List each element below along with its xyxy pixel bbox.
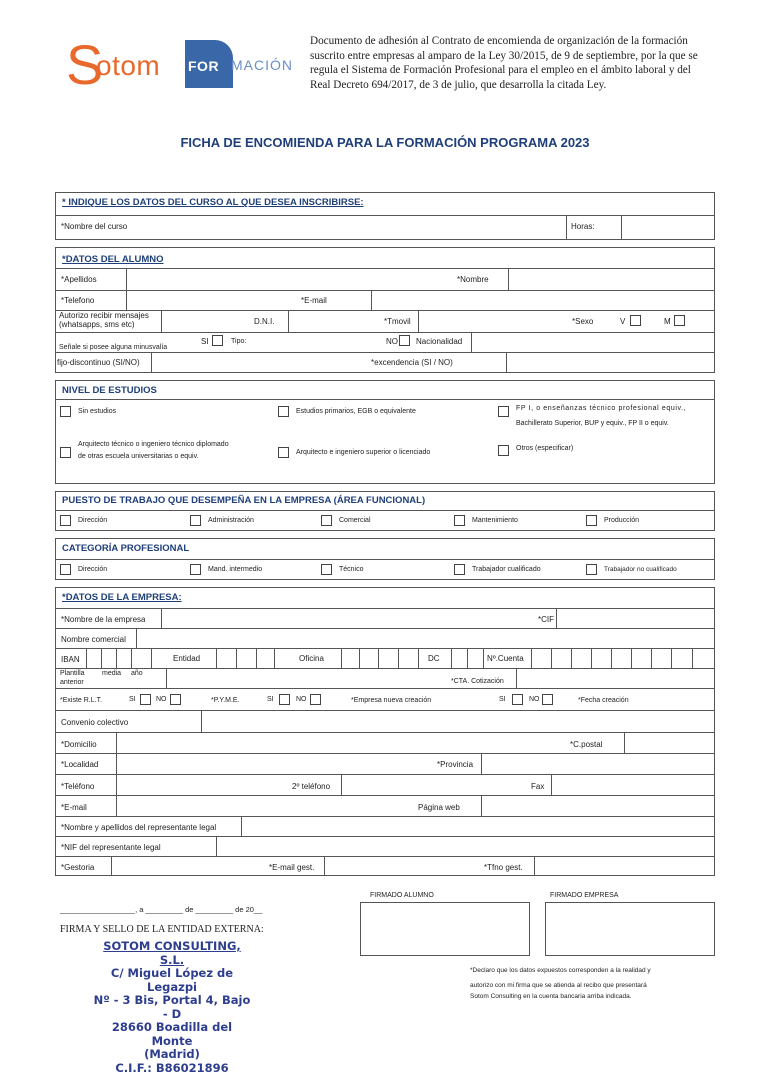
creation-date-label: *Fecha creación — [578, 697, 629, 704]
cat-mando-label: Mand. intermedio — [208, 566, 262, 573]
studies-section — [55, 380, 715, 484]
new-no-checkbox[interactable] — [542, 694, 553, 705]
logo-for: FOR — [188, 58, 219, 74]
surnames-field[interactable] — [126, 269, 451, 290]
nationality-field[interactable] — [471, 333, 714, 352]
city-label: *Localidad — [61, 760, 98, 769]
pyme-si-checkbox[interactable] — [279, 694, 290, 705]
new-company-label: *Empresa nueva creación — [351, 697, 431, 704]
sex-m-checkbox[interactable] — [674, 315, 685, 326]
fixed-discontinuous-label: fijo-discontinuo (SI/NO) — [57, 358, 140, 367]
phone-label: *Telefono — [61, 296, 94, 305]
disability-label: Señale si posee alguna minusvalía — [59, 344, 167, 351]
email-field[interactable] — [371, 291, 714, 310]
address-field[interactable] — [116, 733, 566, 753]
company-name-field[interactable] — [161, 609, 536, 628]
web-field[interactable] — [481, 796, 714, 816]
disability-si-checkbox[interactable] — [212, 335, 223, 346]
job-administracion-label: Administración — [208, 517, 254, 524]
company-stamp — [92, 940, 252, 1075]
cta-field[interactable] — [516, 669, 714, 688]
studies-primary-label: Estudios primarios, EGB o equivalente — [296, 408, 416, 415]
declaration-line-2: autorizo con mi firma que se atienda al recibo que presentará — [470, 982, 647, 989]
web-label: Página web — [418, 803, 460, 812]
authorize-field[interactable] — [161, 311, 241, 332]
agency-label: *Gestoria — [61, 863, 94, 872]
rlt-no-checkbox[interactable] — [170, 694, 181, 705]
company-phone-label: *Teléfono — [61, 782, 94, 791]
studies-bachillerato-label: Bachillerato Superior, BUP y equiv., FP II o equiv. — [516, 420, 669, 427]
cat-no-cualificado-checkbox[interactable] — [586, 564, 597, 575]
cta-label: *CTA. Cotización — [451, 678, 504, 685]
cat-cualificado-label: Trabajador cualificado — [472, 566, 541, 573]
studies-section-title: NIVEL DE ESTUDIOS — [62, 385, 157, 396]
studies-other-label: Otros (especificar) — [516, 445, 573, 452]
authorize-label-2: (whatsapps, sms etc) — [59, 320, 135, 329]
cat-no-cualificado-label: Trabajador no cualificado — [604, 566, 677, 573]
disability-no-label: NO — [386, 337, 398, 346]
job-produccion-checkbox[interactable] — [586, 515, 597, 526]
rep-name-field[interactable] — [241, 817, 714, 836]
studies-none-label: Sin estudios — [78, 408, 116, 415]
new-no-label: NO — [529, 696, 540, 703]
new-si-label: SI — [499, 696, 506, 703]
staff-label-2: media — [102, 670, 121, 677]
pyme-si-label: SI — [267, 696, 274, 703]
fax-label: Fax — [531, 782, 544, 791]
disability-type-label: Tipo: — [231, 338, 246, 345]
student-section-title: *DATOS DEL ALUMNO — [62, 254, 164, 265]
job-comercial-label: Comercial — [339, 517, 371, 524]
studies-superior-label: Arquitecto e ingeniero superior o licenciado — [296, 449, 430, 456]
job-mantenimiento-checkbox[interactable] — [454, 515, 465, 526]
category-section-title: CATEGORÍA PROFESIONAL — [62, 543, 189, 554]
job-section — [55, 491, 715, 531]
agreement-field[interactable] — [201, 711, 714, 732]
staff-field[interactable] — [166, 669, 446, 688]
job-comercial-checkbox[interactable] — [321, 515, 332, 526]
cat-tecnico-label: Técnico — [339, 566, 364, 573]
studies-superior-checkbox[interactable] — [278, 447, 289, 458]
hours-label: Horas: — [571, 222, 595, 231]
entity-label: Entidad — [173, 654, 200, 663]
iban-label: IBAN — [61, 655, 80, 664]
declaration-line-3: Sotom Consulting en la cuenta bancaria arriba indicada. — [470, 993, 632, 1000]
studies-other-checkbox[interactable] — [498, 445, 509, 456]
course-section-title: * INDIQUE LOS DATOS DEL CURSO AL QUE DESEA INSCRIBIRSE: — [62, 197, 364, 208]
cat-cualificado-checkbox[interactable] — [454, 564, 465, 575]
staff-label-4: anterior — [60, 679, 84, 686]
company-email-field[interactable] — [116, 796, 416, 816]
company-name-label: *Nombre de la empresa — [61, 615, 145, 624]
stamp-line-6: C.I.F.: B86021896 — [92, 1062, 252, 1075]
pyme-no-label: NO — [296, 696, 307, 703]
category-section — [55, 538, 715, 580]
account-label: Nº.Cuenta — [487, 654, 524, 663]
logo-otom: otom — [96, 50, 160, 82]
job-direccion-label: Dirección — [78, 517, 107, 524]
company-phone-field[interactable] — [116, 775, 286, 795]
commercial-name-label: Nombre comercial — [61, 635, 126, 644]
company-cif-field[interactable] — [556, 609, 714, 628]
studies-technical-checkbox[interactable] — [60, 447, 71, 458]
cat-tecnico-checkbox[interactable] — [321, 564, 332, 575]
province-label: *Provincia — [437, 760, 473, 769]
company-section-title: *DATOS DE LA EMPRESA: — [62, 592, 182, 603]
phone-field[interactable] — [126, 291, 296, 310]
page-title: FICHA DE ENCOMIENDA PARA LA FORMACIÓN PROGRAMA 2023 — [0, 135, 770, 150]
company-signature-label: FIRMADO EMPRESA — [550, 892, 618, 899]
logo-macion: MACIÓN — [231, 57, 293, 73]
student-signature-box[interactable] — [360, 902, 530, 956]
logo-s: S — [66, 36, 106, 94]
city-field[interactable] — [116, 754, 434, 774]
sex-v-checkbox[interactable] — [630, 315, 641, 326]
pyme-label: *P.Y.M.E. — [211, 697, 240, 704]
dni-field[interactable] — [288, 311, 378, 332]
stamp-line-5: (Madrid) — [92, 1048, 252, 1062]
cat-mando-checkbox[interactable] — [190, 564, 201, 575]
agency-field[interactable] — [111, 857, 266, 876]
dc-label: DC — [428, 654, 440, 663]
phone2-label: 2º teléfono — [292, 782, 330, 791]
stamp-line-4: 28660 Boadilla del Monte — [92, 1021, 252, 1048]
disability-si-label: SI — [201, 337, 209, 346]
intro-text: Documento de adhesión al Contrato de encomienda de organización de la formación suscrito entre empresas al amparo de la Ley 30/2015, de 9 de septiembre, por la que se regula el Sistema de Formación Profesional para el empleo en el ámbito laboral y del Real Decreto 694/2017, de 3 de julio, que desarrolla la citada Ley. — [310, 34, 710, 92]
student-section — [55, 247, 715, 373]
studies-fp-checkbox[interactable] — [498, 406, 509, 417]
sex-label: *Sexo — [572, 317, 593, 326]
staff-label-3: año — [131, 670, 143, 677]
agency-email-field[interactable] — [324, 857, 479, 876]
leave-label: *excendencia (SI / NO) — [371, 358, 453, 367]
studies-none-checkbox[interactable] — [60, 406, 71, 417]
studies-technical-label-2: de otras escuela universitarias o equiv. — [78, 453, 199, 460]
new-si-checkbox[interactable] — [512, 694, 523, 705]
job-mantenimiento-label: Mantenimiento — [472, 517, 518, 524]
student-signature-label: FIRMADO ALUMNO — [370, 892, 434, 899]
job-direccion-checkbox[interactable] — [60, 515, 71, 526]
postal-field[interactable] — [624, 733, 714, 753]
agreement-label: Convenio colectivo — [61, 718, 128, 727]
stamp-line-2: C/ Miguel López de Legazpi — [92, 967, 252, 994]
rep-nif-field[interactable] — [216, 837, 714, 856]
postal-label: *C.postal — [570, 740, 602, 749]
job-administracion-checkbox[interactable] — [190, 515, 201, 526]
province-field[interactable] — [481, 754, 714, 774]
hours-field[interactable] — [621, 216, 714, 240]
mobile-label: *Tmovil — [384, 317, 411, 326]
commercial-name-field[interactable] — [136, 629, 714, 648]
mobile-field[interactable] — [418, 311, 568, 332]
cat-direccion-checkbox[interactable] — [60, 564, 71, 575]
fixed-discontinuous-field[interactable] — [151, 353, 366, 373]
agency-phone-label: *Tfno gest. — [484, 863, 523, 872]
course-name-field[interactable] — [146, 216, 564, 240]
cat-direccion-label: Dirección — [78, 566, 107, 573]
pyme-no-checkbox[interactable] — [310, 694, 321, 705]
studies-primary-checkbox[interactable] — [278, 406, 289, 417]
name-label: *Nombre — [457, 275, 489, 284]
email-label: *E-mail — [301, 296, 327, 305]
rep-nif-label: *NIF del representante legal — [61, 843, 161, 852]
stamp-line-1: SOTOM CONSULTING, S.L. — [92, 940, 252, 967]
date-line: __________________, a _________ de _________ de 20__ — [60, 905, 262, 914]
course-name-label: *Nombre del curso — [61, 222, 127, 231]
sex-m-label: M — [664, 317, 671, 326]
address-label: *Domicilio — [61, 740, 97, 749]
studies-technical-label-1: Arquitecto técnico o ingeniero técnico diplomado — [78, 441, 229, 448]
agency-email-label: *E-mail gest. — [269, 863, 314, 872]
dni-label: D.N.I. — [254, 317, 274, 326]
company-cif-label: *CIF — [538, 615, 554, 624]
company-email-label: *E-mail — [61, 803, 87, 812]
company-signature-box[interactable] — [545, 902, 715, 956]
job-section-title: PUESTO DE TRABAJO QUE DESEMPEÑA EN LA EMPRESA (ÁREA FUNCIONAL) — [62, 495, 425, 506]
rlt-label: *Existe R.L.T. — [60, 697, 102, 704]
nationality-label: Nacionalidad — [416, 337, 462, 346]
rlt-no-label: NO — [156, 696, 167, 703]
name-field[interactable] — [508, 269, 714, 290]
studies-fp-label: FP I, o enseñanzas técnico profesional equiv., — [516, 405, 686, 412]
company-section — [55, 587, 715, 876]
declaration-line-1: *Declaro que los datos expuestos corresponden a la realidad y — [470, 967, 651, 974]
course-section — [55, 192, 715, 240]
office-label: Oficina — [299, 654, 324, 663]
surnames-label: *Apellidos — [61, 275, 97, 284]
rlt-si-checkbox[interactable] — [140, 694, 151, 705]
sex-v-label: V — [620, 317, 625, 326]
rlt-si-label: SI — [129, 696, 136, 703]
stamp-line-3: Nº - 3 Bis, Portal 4, Bajo - D — [92, 994, 252, 1021]
job-produccion-label: Producción — [604, 517, 639, 524]
disability-no-checkbox[interactable] — [399, 335, 410, 346]
agency-phone-field[interactable] — [534, 857, 714, 876]
fax-field[interactable] — [551, 775, 714, 795]
leave-field[interactable] — [506, 353, 714, 373]
staff-label-1: Plantilla — [60, 670, 85, 677]
stamp-label: FIRMA Y SELLO DE LA ENTIDAD EXTERNA: — [60, 924, 264, 935]
iban-row — [56, 648, 714, 668]
authorize-label-1: Autorizo recibir mensajes — [59, 311, 149, 320]
rep-name-label: *Nombre y apellidos del representante legal — [61, 823, 216, 832]
phone2-field[interactable] — [341, 775, 526, 795]
